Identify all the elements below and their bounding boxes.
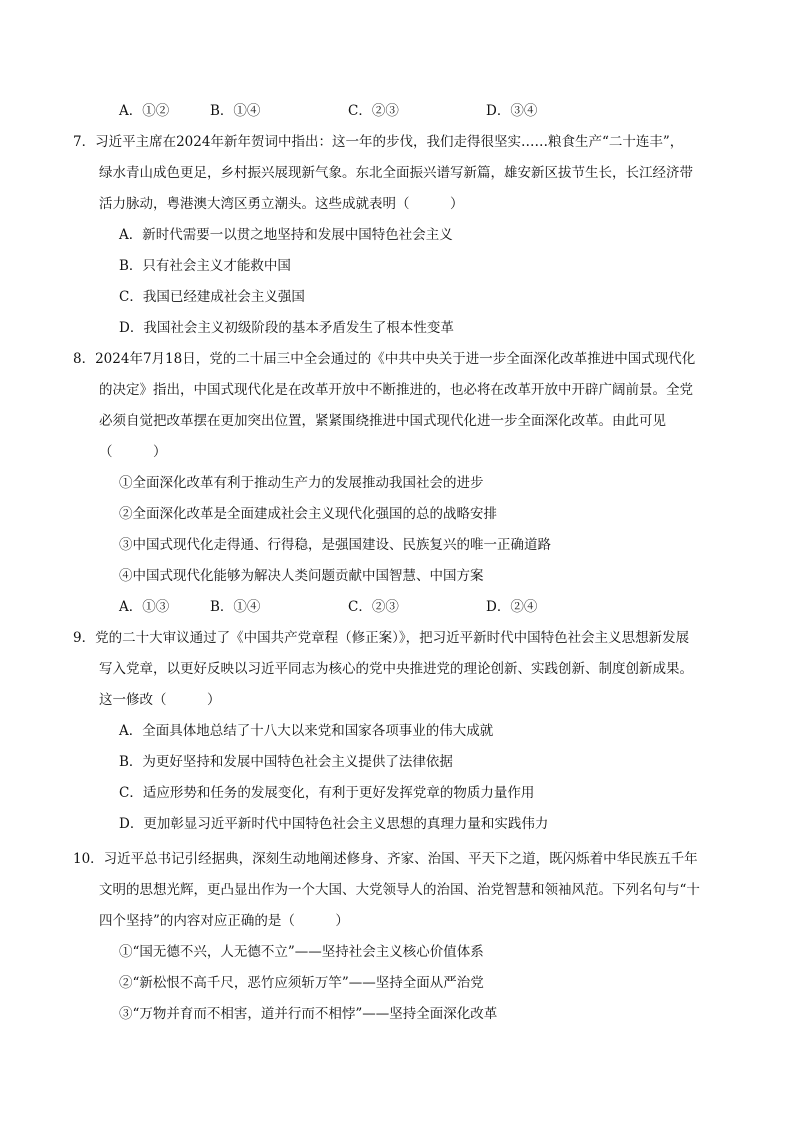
q8-choices <box>0 597 794 617</box>
q8-choice-d[interactable]: D．②④ <box>486 599 538 615</box>
q9-option-b[interactable]: B．为更好坚持和发展中国特色社会主义提供了法律依据 <box>119 754 453 770</box>
q9-option-c[interactable]: C．适应形势和任务的发展变化，有利于更好发挥党章的物质力量作用 <box>119 785 535 801</box>
q8-statement-1: ①全面深化改革有利于推动生产力的发展推动我国社会的进步 <box>119 475 484 491</box>
q8-statement-2: ②全面深化改革是全面建成社会主义现代化强国的总的战略安排 <box>119 506 497 522</box>
q9-option-a[interactable]: A．全面具体地总结了十八大以来党和国家各项事业的伟大成就 <box>119 723 494 739</box>
q8-stem-line-1: 8．2024年7月18日，党的二十届三中全会通过的《中共中央关于进一步全面深化改革推进中国式现代化 <box>73 351 696 367</box>
q7-stem-line-1: 7．习近平主席在2024年新年贺词中指出：这一年的步伐，我们走得很坚实……粮食生产“二十连丰”， <box>73 134 684 150</box>
q6-choice-c[interactable]: C．②③ <box>348 103 399 119</box>
q10-statement-1: ①“国无德不兴，人无德不立”——坚持社会主义核心价值体系 <box>119 944 484 960</box>
q9-stem-line-1: 9．党的二十大审议通过了《中国共产党章程（修正案）》，把习近平新时代中国特色社会主义思想新发展 <box>73 630 690 646</box>
q8-stem-line-2: 的决定》指出，中国式现代化是在改革开放中不断推进的，也必将在改革开放中开辟广阔前景。全党 <box>99 382 693 398</box>
q7-option-a[interactable]: A．新时代需要一以贯之地坚持和发展中国特色社会主义 <box>119 227 453 243</box>
q7-stem-line-3: 活力脉动，粤港澳大湾区勇立潮头。这些成就表明（ ） <box>99 196 464 212</box>
q8-choice-a[interactable]: A．①③ <box>119 599 170 615</box>
q6-choices <box>0 101 794 121</box>
q7-option-c[interactable]: C．我国已经建成社会主义强国 <box>119 289 305 305</box>
q8-stem-line-3: 必须自觉把改革摆在更加突出位置，紧紧围绕推进中国式现代化进一步全面深化改革。由此可见 <box>99 413 666 429</box>
q8-statement-3: ③中国式现代化走得通、行得稳，是强国建设、民族复兴的唯一正确道路 <box>119 537 551 553</box>
q7-stem-line-2: 绿水青山成色更足，乡村振兴展现新气象。东北全面振兴谱写新篇，雄安新区拔节生长，长江经济带 <box>99 165 693 181</box>
q7-option-b[interactable]: B．只有社会主义才能救中国 <box>119 258 291 274</box>
q9-stem-line-2: 写入党章，以更好反映以习近平同志为核心的党中央推进党的理论创新、实践创新、制度创新成果。 <box>99 661 693 677</box>
q10-stem-line-3: 四个坚持”的内容对应正确的是（ ） <box>99 913 349 929</box>
q8-choice-c[interactable]: C．②③ <box>348 599 399 615</box>
q9-stem-line-3: 这一修改（ ） <box>99 692 221 708</box>
q10-stem-line-1: 10．习近平总书记引经据典，深刻生动地阐述修身、齐家、治国、平天下之道，既闪烁着中华民族五千年 <box>73 851 698 867</box>
q8-statement-4: ④中国式现代化能够为解决人类问题贡献中国智慧、中国方案 <box>119 568 484 584</box>
q10-stem-line-2: 文明的思想光辉，更凸显出作为一个大国、大党领导人的治国、治党智慧和领袖风范。下列名句与“十 <box>99 882 700 898</box>
q6-choice-d[interactable]: D．③④ <box>486 103 538 119</box>
q10-statement-3: ③“万物并育而不相害，道并行而不相悖”——坚持全面深化改革 <box>119 1006 498 1022</box>
q10-statement-2: ②“新松恨不高千尺，恶竹应须斩万竿”——坚持全面从严治党 <box>119 975 484 991</box>
q8-choice-b[interactable]: B．①④ <box>210 599 261 615</box>
q7-option-d[interactable]: D．我国社会主义初级阶段的基本矛盾发生了根本性变革 <box>119 320 454 336</box>
q8-answer-blank: （ ） <box>99 444 167 460</box>
q6-choice-b[interactable]: B．①④ <box>210 103 261 119</box>
q6-choice-a[interactable]: A．①② <box>119 103 170 119</box>
q9-option-d[interactable]: D．更加彰显习近平新时代中国特色社会主义思想的真理力量和实践伟力 <box>119 816 549 832</box>
